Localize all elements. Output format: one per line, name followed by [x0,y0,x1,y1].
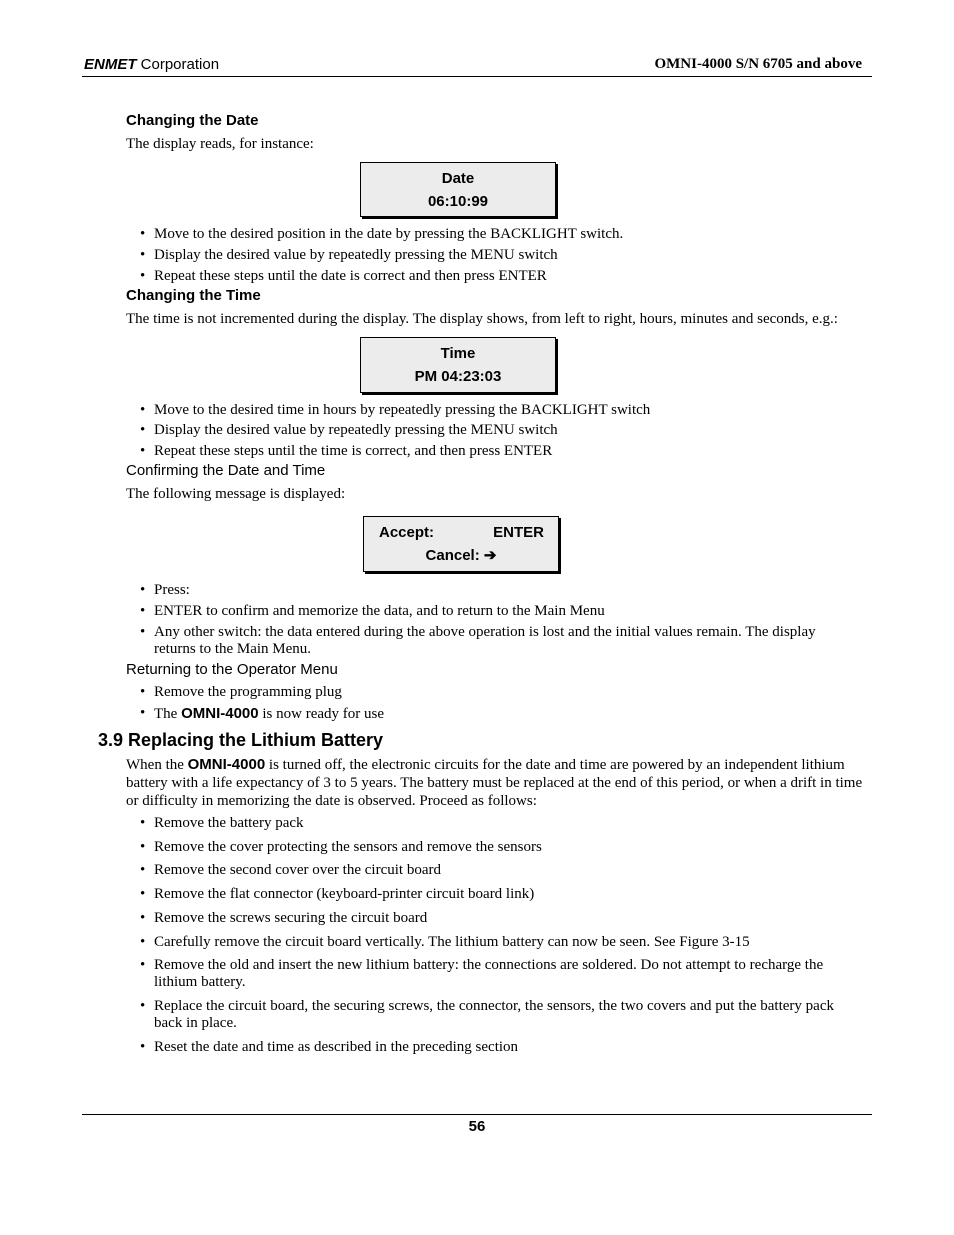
list-item [138,705,858,723]
ready-text-post: is now ready for use [258,706,384,722]
section-3-9-heading: 3.9 Replacing the Lithium Battery [98,730,384,750]
time-heading: Changing the Time [126,287,261,304]
confirm-display-accept-line [364,521,558,544]
date-steps-list [138,226,858,285]
header-product: OMNI-4000 S/N 6705 and above [654,56,862,72]
return-heading: Returning to the Operator Menu [126,661,338,678]
list-item: • Remove the second cover over the circuit board [138,862,858,879]
list-item: • Remove the old and insert the new lithium battery: the connections are soldered. Do not attempt to recharge the lithium battery. [138,957,858,991]
time-display [360,337,556,393]
date-display-label: Date [441,170,475,187]
list-item: • Move to the desired position in the date by pressing the BACKLIGHT switch. [138,226,858,243]
confirm-accept-label: Accept: [379,524,435,541]
time-intro: The time is not incremented during the display. The display shows, from left to right, hours, minutes and seconds, e.g.: [126,311,838,327]
list-item: • Repeat these steps until the time is correct, and then press ENTER [138,443,858,460]
page-number: 56 [468,1118,486,1135]
list-item: • Remove the battery pack [138,815,858,832]
list-item: • Replace the circuit board, the securing screws, the connector, the sensors, the two covers and put the battery pack back in place. [138,998,858,1032]
date-display-value: 06:10:99 [427,193,489,210]
confirm-accept-value: ENTER [493,524,544,541]
product-name: OMNI-4000 [181,705,259,722]
time-display-value: PM 04:23:03 [414,368,502,385]
product-name: OMNI-4000 [187,756,266,773]
header-company-rest: Corporation [136,56,220,73]
header-company-brand: ENMET [84,56,137,73]
confirm-steps-list [138,582,858,658]
confirm-display-cancel-line [364,544,558,567]
time-display-label: Time [440,345,476,362]
battery-intro [126,756,871,810]
battery-intro-post: is turned off, the electronic circuits for the date and time are powered by an independent lithium battery with a life expectancy of 3 to 5 years. The battery must be replaced at the end of this period, or when a drift in time or difficulty in memorizing the date is observed. Proceed as follows: [126,757,863,809]
list-item: • Display the desired value by repeatedly pressing the MENU switch [138,247,858,264]
date-display [360,162,556,217]
list-item: • Remove the cover protecting the sensors and remove the sensors [138,839,858,856]
date-heading: Changing the Date [126,112,259,129]
footer-rule [82,1114,872,1115]
confirm-heading: Confirming the Date and Time [126,462,326,479]
confirm-display [363,516,559,572]
list-item: • Reset the date and time as described in the preceding section [138,1039,858,1056]
list-item: • Remove the flat connector (keyboard-printer circuit board link) [138,886,858,903]
battery-intro-pre: When the [126,757,188,773]
time-steps-list [138,402,858,460]
list-item: • Press: [138,582,858,599]
list-item: • Carefully remove the circuit board vertically. The lithium battery can now be seen. See Figure 3-15 [138,934,858,951]
date-intro: The display reads, for instance: [126,136,314,152]
battery-steps-list [138,815,858,1056]
confirm-intro: The following message is displayed: [126,486,346,502]
return-steps-list [138,684,858,723]
list-item: • ENTER to confirm and memorize the data, and to return to the Main Menu [138,603,858,620]
header-rule [82,76,872,77]
right-arrow-icon: ➔ [483,547,497,564]
list-item: • Display the desired value by repeatedly pressing the MENU switch [138,422,858,439]
confirm-cancel-label: Cancel: [425,547,480,564]
list-item: • Remove the programming plug [138,684,858,701]
list-item: • Any other switch: the data entered during the above operation is lost and the initial values remain. The display returns to the Main Menu. [138,624,858,658]
ready-text-pre: The [154,706,182,722]
list-item: • Repeat these steps until the date is correct and then press ENTER [138,268,858,285]
list-item: • Remove the screws securing the circuit board [138,910,858,927]
list-item: • Move to the desired time in hours by repeatedly pressing the BACKLIGHT switch [138,402,858,419]
header-company [84,56,219,73]
